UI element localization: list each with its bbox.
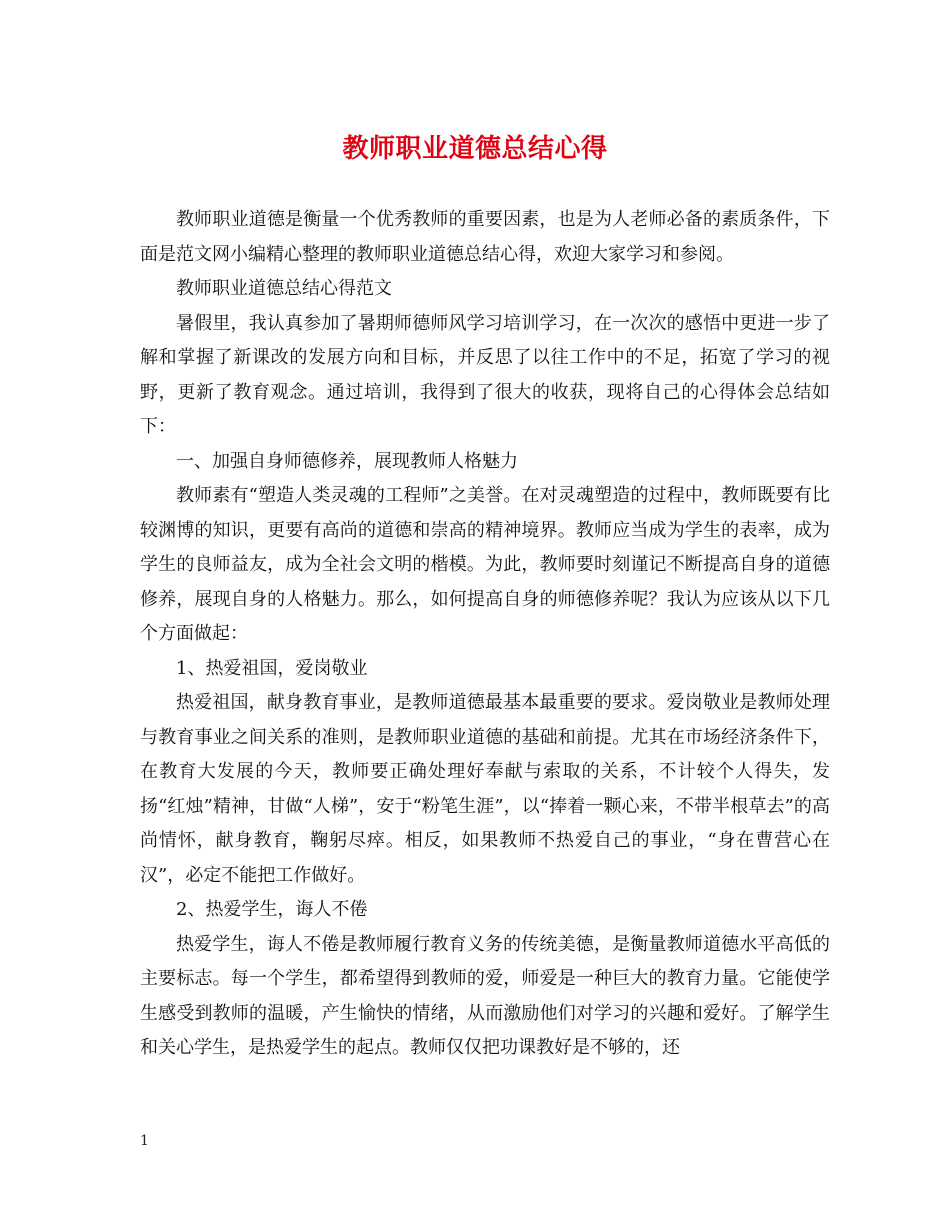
paragraph-love-country: 热爱祖国，献身教育事业，是教师道德最基本最重要的要求。爱岗敬业是教师处理与教育事业之间关系的准则，是教师职业道德的基础和前提。尤其在市场经济条件下，在教育大发展的今天，教师要正确处理好奉献与索取的关系，不计较个人得失，发扬“红烛”精神，甘做“人梯”，安于“粉笔生涯”，以“捧着一颗心来，不带半根草去”的高尚情怀，献身教育，鞠躬尽瘁。相反，如果教师不热爱自己的事业，“身在曹营心在汉”，必定不能把工作做好。 bbox=[140, 692, 830, 886]
page-number: 1 bbox=[140, 1133, 149, 1149]
paragraph-intro: 教师职业道德是衡量一个优秀教师的重要因素，也是为人老师必备的素质条件，下面是范文网小编精心整理的教师职业道德总结心得，欢迎大家学习和参阅。 bbox=[140, 209, 830, 265]
subheading-2: 2、热爱学生，诲人不倦 bbox=[176, 899, 368, 920]
paragraph-subtitle: 教师职业道德总结心得范文 bbox=[176, 278, 392, 299]
paragraph-teacher-reputation: 教师素有“塑造人类灵魂的工程师”之美誉。在对灵魂塑造的过程中，教师既要有比较渊博的知识，更要有高尚的道德和崇高的精神境界。教师应当成为学生的表率，成为学生的良师益友，成为全社会文明的楷模。为此，教师要时刻谨记不断提高自身的道德修养，展现自身的人格魅力。那么，如何提高自身的师德修养呢？我认为应该从以下几个方面做起： bbox=[140, 485, 830, 644]
document-body bbox=[140, 203, 830, 1066]
paragraph-love-students: 热爱学生，诲人不倦是教师履行教育义务的传统美德，是衡量教师道德水平高低的主要标志。每一个学生，都希望得到教师的爱，师爱是一种巨大的教育力量。它能使学生感受到教师的温暖，产生愉快的情绪，从而激励他们对学习的兴趣和爱好。了解学生和关心学生，是热爱学生的起点。教师仅仅把功课教好是不够的，还 bbox=[140, 933, 830, 1058]
document-title: 教师职业道德总结心得 bbox=[342, 134, 608, 164]
paragraph-summer-training: 暑假里，我认真参加了暑期师德师风学习培训学习，在一次次的感悟中更进一步了解和掌握了新课改的发展方向和目标，并反思了以往工作中的不足，拓宽了学习的视野，更新了教育观念。通过培训，我得到了很大的收获，现将自己的心得体会总结如下： bbox=[140, 312, 830, 437]
subheading-1: 1、热爱祖国，爱岗敬业 bbox=[176, 657, 368, 679]
section-heading-1: 一、加强自身师德修养，展现教师人格魅力 bbox=[176, 450, 518, 472]
